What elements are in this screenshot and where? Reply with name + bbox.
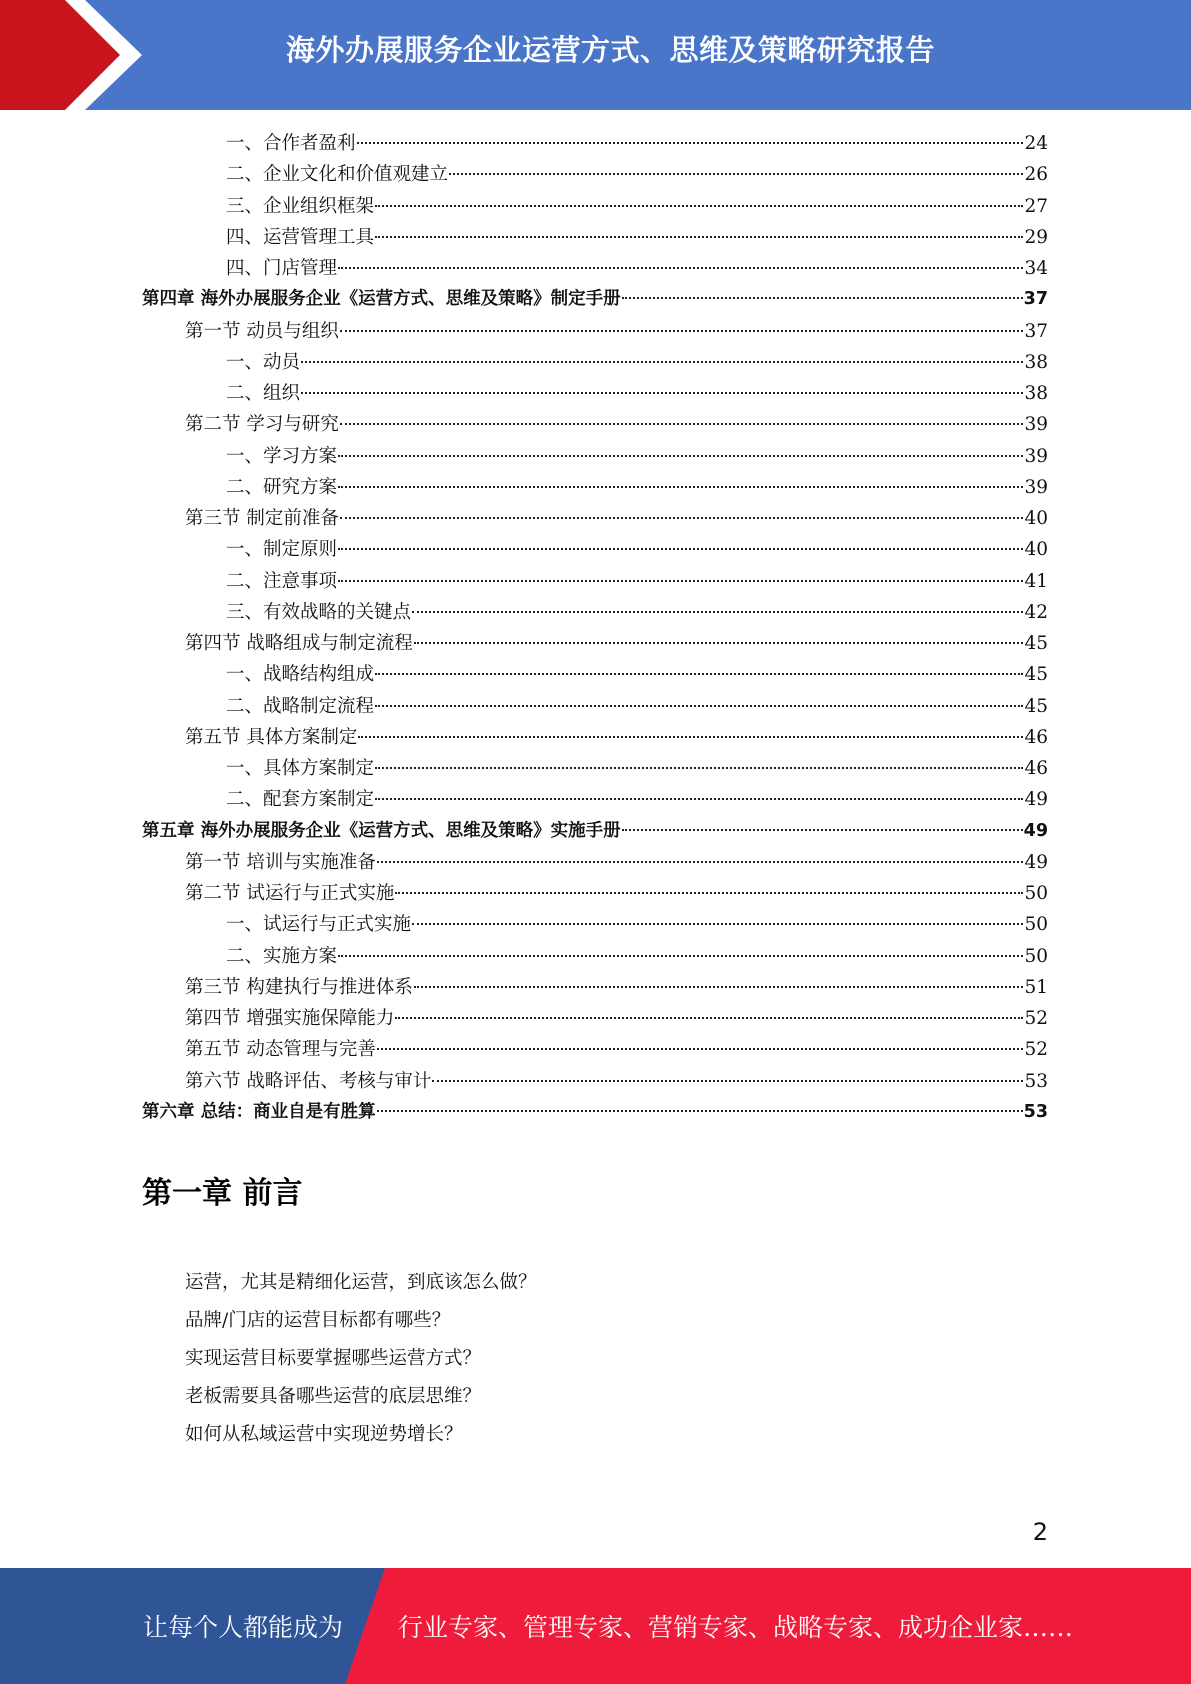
toc-entry-label: 四、运营管理工具 [226, 226, 375, 248]
toc-entry-label: 第五章 海外办展服务企业《运营方式、思维及策略》实施手册 [142, 820, 621, 841]
toc-dot-leader [338, 455, 1023, 457]
toc-entry[interactable] [142, 659, 1048, 690]
toc-entry-page: 52 [1024, 1039, 1048, 1061]
toc-entry[interactable] [142, 316, 1048, 347]
toc-entry[interactable] [142, 472, 1048, 503]
toc-entry-label: 二、注意事项 [226, 570, 338, 592]
toc-entry[interactable] [142, 847, 1048, 878]
toc-entry-label: 一、学习方案 [226, 445, 338, 467]
toc-dot-leader [432, 1080, 1023, 1082]
toc-entry-page: 39 [1024, 476, 1048, 498]
intro-question: 实现运营目标要掌握哪些运营方式？ [185, 1348, 482, 1369]
toc-entry-label: 第六节 战略评估、考核与审计 [185, 1070, 432, 1092]
toc-entry[interactable] [142, 909, 1048, 940]
toc-entry[interactable] [142, 222, 1048, 253]
toc-dot-leader [412, 923, 1023, 925]
toc-entry-label: 第五节 动态管理与完善 [185, 1039, 376, 1061]
toc-entry-page: 45 [1024, 633, 1048, 654]
toc-entry-page: 39 [1024, 445, 1048, 467]
toc-entry-page: 45 [1024, 664, 1048, 686]
toc-entry[interactable] [142, 1097, 1048, 1128]
toc-dot-leader [377, 1110, 1023, 1112]
intro-question: 运营，尤其是精细化运营，到底该怎么做？ [185, 1272, 537, 1293]
toc-entry-label: 第一节 动员与组织 [185, 320, 339, 342]
toc-entry-page: 40 [1024, 539, 1048, 561]
toc-entry[interactable] [142, 159, 1048, 190]
toc-entry[interactable] [142, 503, 1048, 534]
toc-dot-leader [340, 423, 1024, 425]
toc-dot-leader [414, 986, 1024, 988]
toc-entry-label: 第六章 总结：商业自是有胜算 [142, 1101, 376, 1122]
toc-dot-leader [395, 1017, 1023, 1019]
toc-dot-leader [375, 205, 1023, 207]
toc-entry-label: 二、配套方案制定 [226, 789, 375, 811]
toc-entry-page: 46 [1024, 758, 1048, 779]
toc-dot-leader [395, 892, 1023, 894]
toc-entry-page: 51 [1024, 976, 1048, 998]
toc-dot-leader [375, 673, 1023, 675]
toc-entry-page: 50 [1024, 883, 1048, 904]
toc-entry-label: 四、门店管理 [226, 258, 338, 279]
toc-entry[interactable] [142, 972, 1048, 1003]
toc-dot-leader [301, 361, 1023, 363]
toc-entry-page: 34 [1024, 258, 1048, 279]
intro-question: 如何从私域运营中实现逆势增长？ [185, 1424, 463, 1445]
toc-entry-page: 53 [1024, 1070, 1048, 1092]
toc-entry[interactable] [142, 253, 1048, 284]
toc-entry[interactable] [142, 784, 1048, 815]
toc-dot-leader [377, 1048, 1024, 1050]
toc-entry-page: 37 [1024, 320, 1048, 342]
toc-entry-label: 第三节 构建执行与推进体系 [185, 976, 413, 998]
toc-dot-leader [338, 548, 1023, 550]
toc-dot-leader [449, 173, 1023, 175]
footer-roles: 行业专家、管理专家、营销专家、战略专家、成功企业家…… [398, 1613, 1074, 1642]
toc-entry-page: 39 [1024, 414, 1048, 436]
toc-entry-label: 一、具体方案制定 [226, 758, 375, 779]
toc-entry-page: 45 [1024, 695, 1048, 717]
toc-dot-leader [338, 486, 1023, 488]
toc-entry-label: 二、组织 [226, 383, 301, 404]
toc-entry-label: 第四章 海外办展服务企业《运营方式、思维及策略》制定手册 [142, 289, 621, 310]
toc-entry-label: 三、企业组织框架 [226, 195, 375, 217]
toc-entry[interactable] [142, 284, 1048, 315]
toc-entry-label: 第二节 试运行与正式实施 [185, 883, 395, 904]
toc-entry[interactable] [142, 628, 1048, 659]
toc-dot-leader [301, 392, 1023, 394]
toc-entry[interactable] [142, 441, 1048, 472]
toc-entry[interactable] [142, 191, 1048, 222]
toc-entry[interactable] [142, 378, 1048, 409]
toc-entry-page: 42 [1024, 601, 1048, 623]
toc-entry-page: 49 [1024, 789, 1048, 811]
toc-entry-label: 二、实施方案 [226, 945, 338, 967]
toc-dot-leader [377, 861, 1024, 863]
toc-entry-label: 一、合作者盈利 [226, 133, 356, 154]
toc-entry[interactable] [142, 1003, 1048, 1034]
toc-dot-leader [375, 236, 1023, 238]
toc-dot-leader [340, 330, 1024, 332]
toc-entry-page: 38 [1024, 351, 1048, 373]
toc-dot-leader [338, 580, 1023, 582]
toc-entry-page: 27 [1024, 195, 1048, 217]
toc-entry-page: 50 [1024, 914, 1048, 936]
toc-entry-label: 一、战略结构组成 [226, 664, 375, 686]
table-of-contents [142, 128, 1048, 1128]
toc-entry[interactable] [142, 409, 1048, 440]
toc-entry[interactable] [142, 691, 1048, 722]
toc-dot-leader [338, 955, 1023, 957]
toc-dot-leader [375, 798, 1023, 800]
toc-entry-page: 24 [1024, 133, 1048, 154]
toc-entry-label: 第一节 培训与实施准备 [185, 851, 376, 873]
toc-entry[interactable] [142, 534, 1048, 565]
toc-dot-leader [375, 767, 1023, 769]
intro-question: 品牌/门店的运营目标都有哪些？ [185, 1310, 451, 1331]
toc-entry-page: 38 [1024, 383, 1048, 404]
page-number: 2 [1032, 1518, 1048, 1546]
toc-dot-leader [357, 142, 1024, 144]
toc-entry-label: 一、动员 [226, 351, 301, 373]
toc-entry[interactable] [142, 941, 1048, 972]
toc-entry-page: 46 [1024, 726, 1048, 748]
toc-entry-page: 49 [1023, 820, 1048, 841]
toc-entry-label: 一、制定原则 [226, 539, 338, 561]
intro-question: 老板需要具备哪些运营的底层思维？ [185, 1386, 482, 1407]
toc-entry-page: 53 [1023, 1101, 1048, 1122]
toc-entry-label: 二、战略制定流程 [226, 695, 375, 717]
toc-entry-label: 二、研究方案 [226, 476, 338, 498]
toc-entry[interactable] [142, 722, 1048, 753]
toc-entry-page: 49 [1024, 851, 1048, 873]
toc-entry[interactable] [142, 753, 1048, 784]
toc-entry-label: 一、试运行与正式实施 [226, 914, 412, 936]
toc-dot-leader [338, 267, 1023, 269]
toc-entry-page: 52 [1024, 1008, 1048, 1029]
toc-entry-label: 第二节 学习与研究 [185, 414, 339, 436]
toc-dot-leader [414, 642, 1024, 644]
toc-entry[interactable] [142, 878, 1048, 909]
toc-entry-label: 三、有效战略的关键点 [226, 601, 412, 623]
toc-dot-leader [340, 517, 1024, 519]
toc-entry-page: 41 [1024, 570, 1048, 592]
toc-entry-label: 第四节 战略组成与制定流程 [185, 633, 413, 654]
toc-entry-page: 37 [1023, 289, 1048, 310]
toc-dot-leader [622, 829, 1023, 831]
footer-slogan: 让每个人都能成为 [143, 1613, 344, 1642]
toc-entry-label: 第五节 具体方案制定 [185, 726, 358, 748]
toc-entry[interactable] [142, 128, 1048, 159]
toc-dot-leader [375, 705, 1023, 707]
toc-entry-page: 50 [1024, 945, 1048, 967]
toc-dot-leader [412, 611, 1023, 613]
toc-entry[interactable] [142, 347, 1048, 378]
toc-entry-label: 二、企业文化和价值观建立 [226, 164, 449, 186]
toc-entry-page: 26 [1024, 164, 1048, 186]
toc-dot-leader [358, 736, 1023, 738]
toc-entry[interactable] [142, 566, 1048, 597]
toc-entry[interactable] [142, 816, 1048, 847]
page-header [0, 0, 1191, 110]
page-footer [0, 1568, 1191, 1684]
toc-entry[interactable] [142, 1034, 1048, 1065]
toc-entry-page: 40 [1024, 508, 1048, 529]
toc-entry[interactable] [142, 1066, 1048, 1097]
intro-questions [185, 1264, 537, 1454]
toc-entry-page: 29 [1024, 226, 1048, 248]
toc-dot-leader [622, 297, 1023, 299]
toc-entry[interactable] [142, 597, 1048, 628]
toc-entry-label: 第三节 制定前准备 [185, 508, 339, 529]
report-title: 海外办展服务企业运营方式、思维及策略研究报告 [285, 33, 935, 67]
toc-entry-label: 第四节 增强实施保障能力 [185, 1008, 395, 1029]
chapter-title: 第一章 前言 [142, 1176, 303, 1211]
